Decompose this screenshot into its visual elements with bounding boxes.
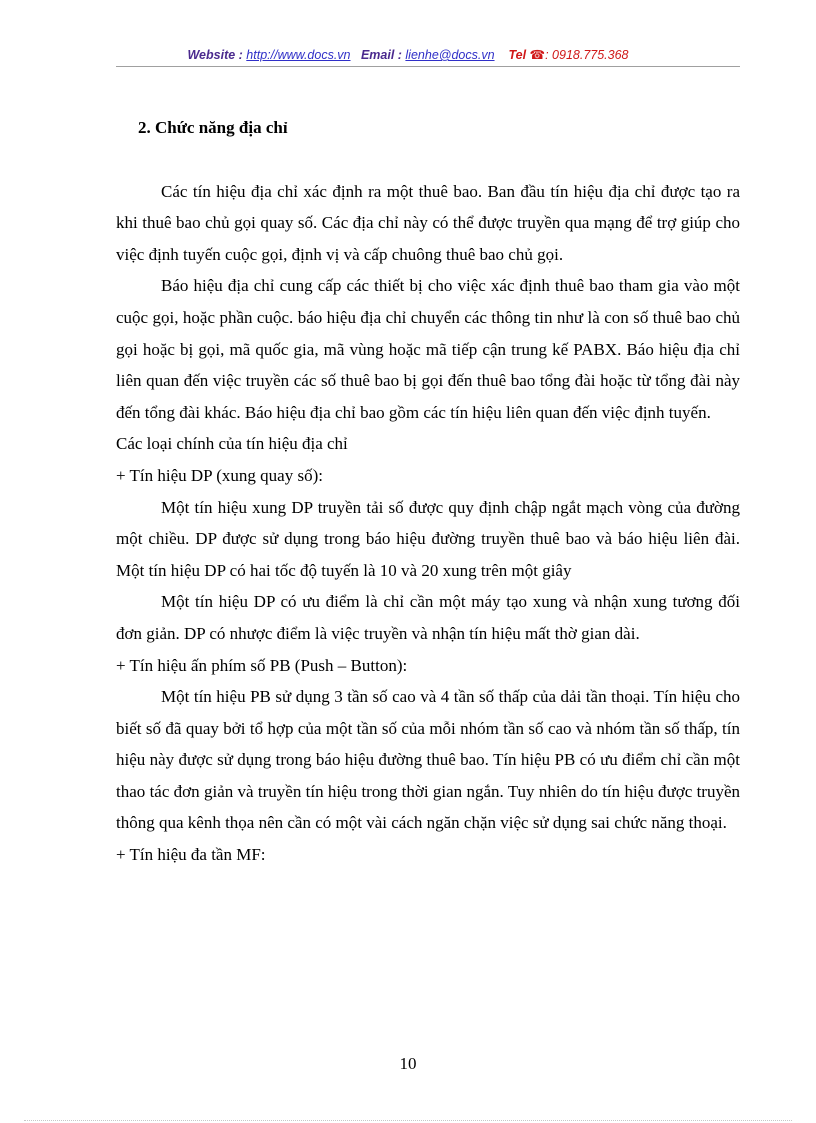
paragraph-dp-title: + Tín hiệu DP (xung quay số): xyxy=(116,465,323,485)
email-separator: : xyxy=(394,48,406,62)
paragraph-pb-title: + Tín hiệu ấn phím số PB (Push – Button): xyxy=(116,655,408,675)
website-label: Website : xyxy=(187,48,247,62)
page-header xyxy=(0,47,816,62)
email-label: Email xyxy=(360,48,395,62)
paragraph-dp-desc: Một tín hiệu xung DP truyền tải số được quy định chập ngắt mạch vòng của đường một chiều. DP được sử dụng trong báo hiệu đường truyền thuê bao và báo hiệu liên đài. Một tín hiệu DP có hai tốc độ tuyến là 10 và 20 xung trên một giây xyxy=(116,497,740,580)
paragraph-address-signaling: Báo hiệu địa chỉ cung cấp các thiết bị cho việc xác định thuê bao tham gia vào một cuộc gọi, hoặc phần cuộc. báo hiệu địa chỉ chuyển các thông tin như là con số thuê bao chủ gọi hoặc bị gọi, mã quốc gia, mã vùng hoặc mã tiếp cận trung kế PABX. Báo hiệu địa chỉ liên quan đến việc truyền các số thuê bao bị gọi đến thuê bao tổng đài hoặc từ tổng đài này đến tổng đài khác. Báo hiệu địa chỉ bao gồm các tín hiệu liên quan đến việc định tuyến. xyxy=(116,276,740,422)
paragraph-mf-title: + Tín hiệu đa tần MF: xyxy=(116,845,266,865)
website-link[interactable]: http://www.docs.vn xyxy=(246,48,351,62)
footer-divider xyxy=(24,1120,792,1121)
paragraph-dp-pros: Một tín hiệu DP có ưu điểm là chỉ cần một máy tạo xung và nhận xung tương đối đơn giản. DP có nhược điểm là việc truyền và nhận tín hiệu mất thờ gian dài. xyxy=(116,592,740,643)
tel-value: : 0918.775.368 xyxy=(545,48,629,62)
header-divider xyxy=(116,66,740,67)
section-heading: 2. Chức năng địa chỉ xyxy=(138,118,288,137)
tel-label: Tel ☎ xyxy=(508,48,546,62)
email-link[interactable]: lienhe@docs.vn xyxy=(405,48,495,62)
page-body xyxy=(116,112,740,871)
paragraph-pb-desc: Một tín hiệu PB sử dụng 3 tần số cao và 4 tần số thấp của dải tần thoại. Tín hiệu cho biết số đã quay bởi tổ hợp của một tần số của mỗi nhóm tần số cao và nhóm tần số thấp, tín hiệu này được sử dụng trong báo hiệu đường thuê bao. Tín hiệu PB có ưu điểm chỉ cần một thao tác đơn giản và truyền tín hiệu trong thời gian ngắn. Tuy nhiên do tín hiệu được truyền thông qua kênh thọa nên cần có một vài cách ngăn chặn việc sử dụng sai chức năng thoại. xyxy=(116,687,740,833)
page-number: 10 xyxy=(399,1054,417,1073)
paragraph-types-title: Các loại chính của tín hiệu địa chỉ xyxy=(116,434,348,454)
paragraph-intro: Các tín hiệu địa chỉ xác định ra một thuê bao. Ban đầu tín hiệu địa chỉ được tạo ra khi thuê bao chủ gọi quay số. Các địa chỉ này có thể được truyền qua mạng để trợ giúp cho việc định tuyến cuộc gọi, định vị và cấp chuông thuê bao chủ gọi. xyxy=(116,181,740,264)
